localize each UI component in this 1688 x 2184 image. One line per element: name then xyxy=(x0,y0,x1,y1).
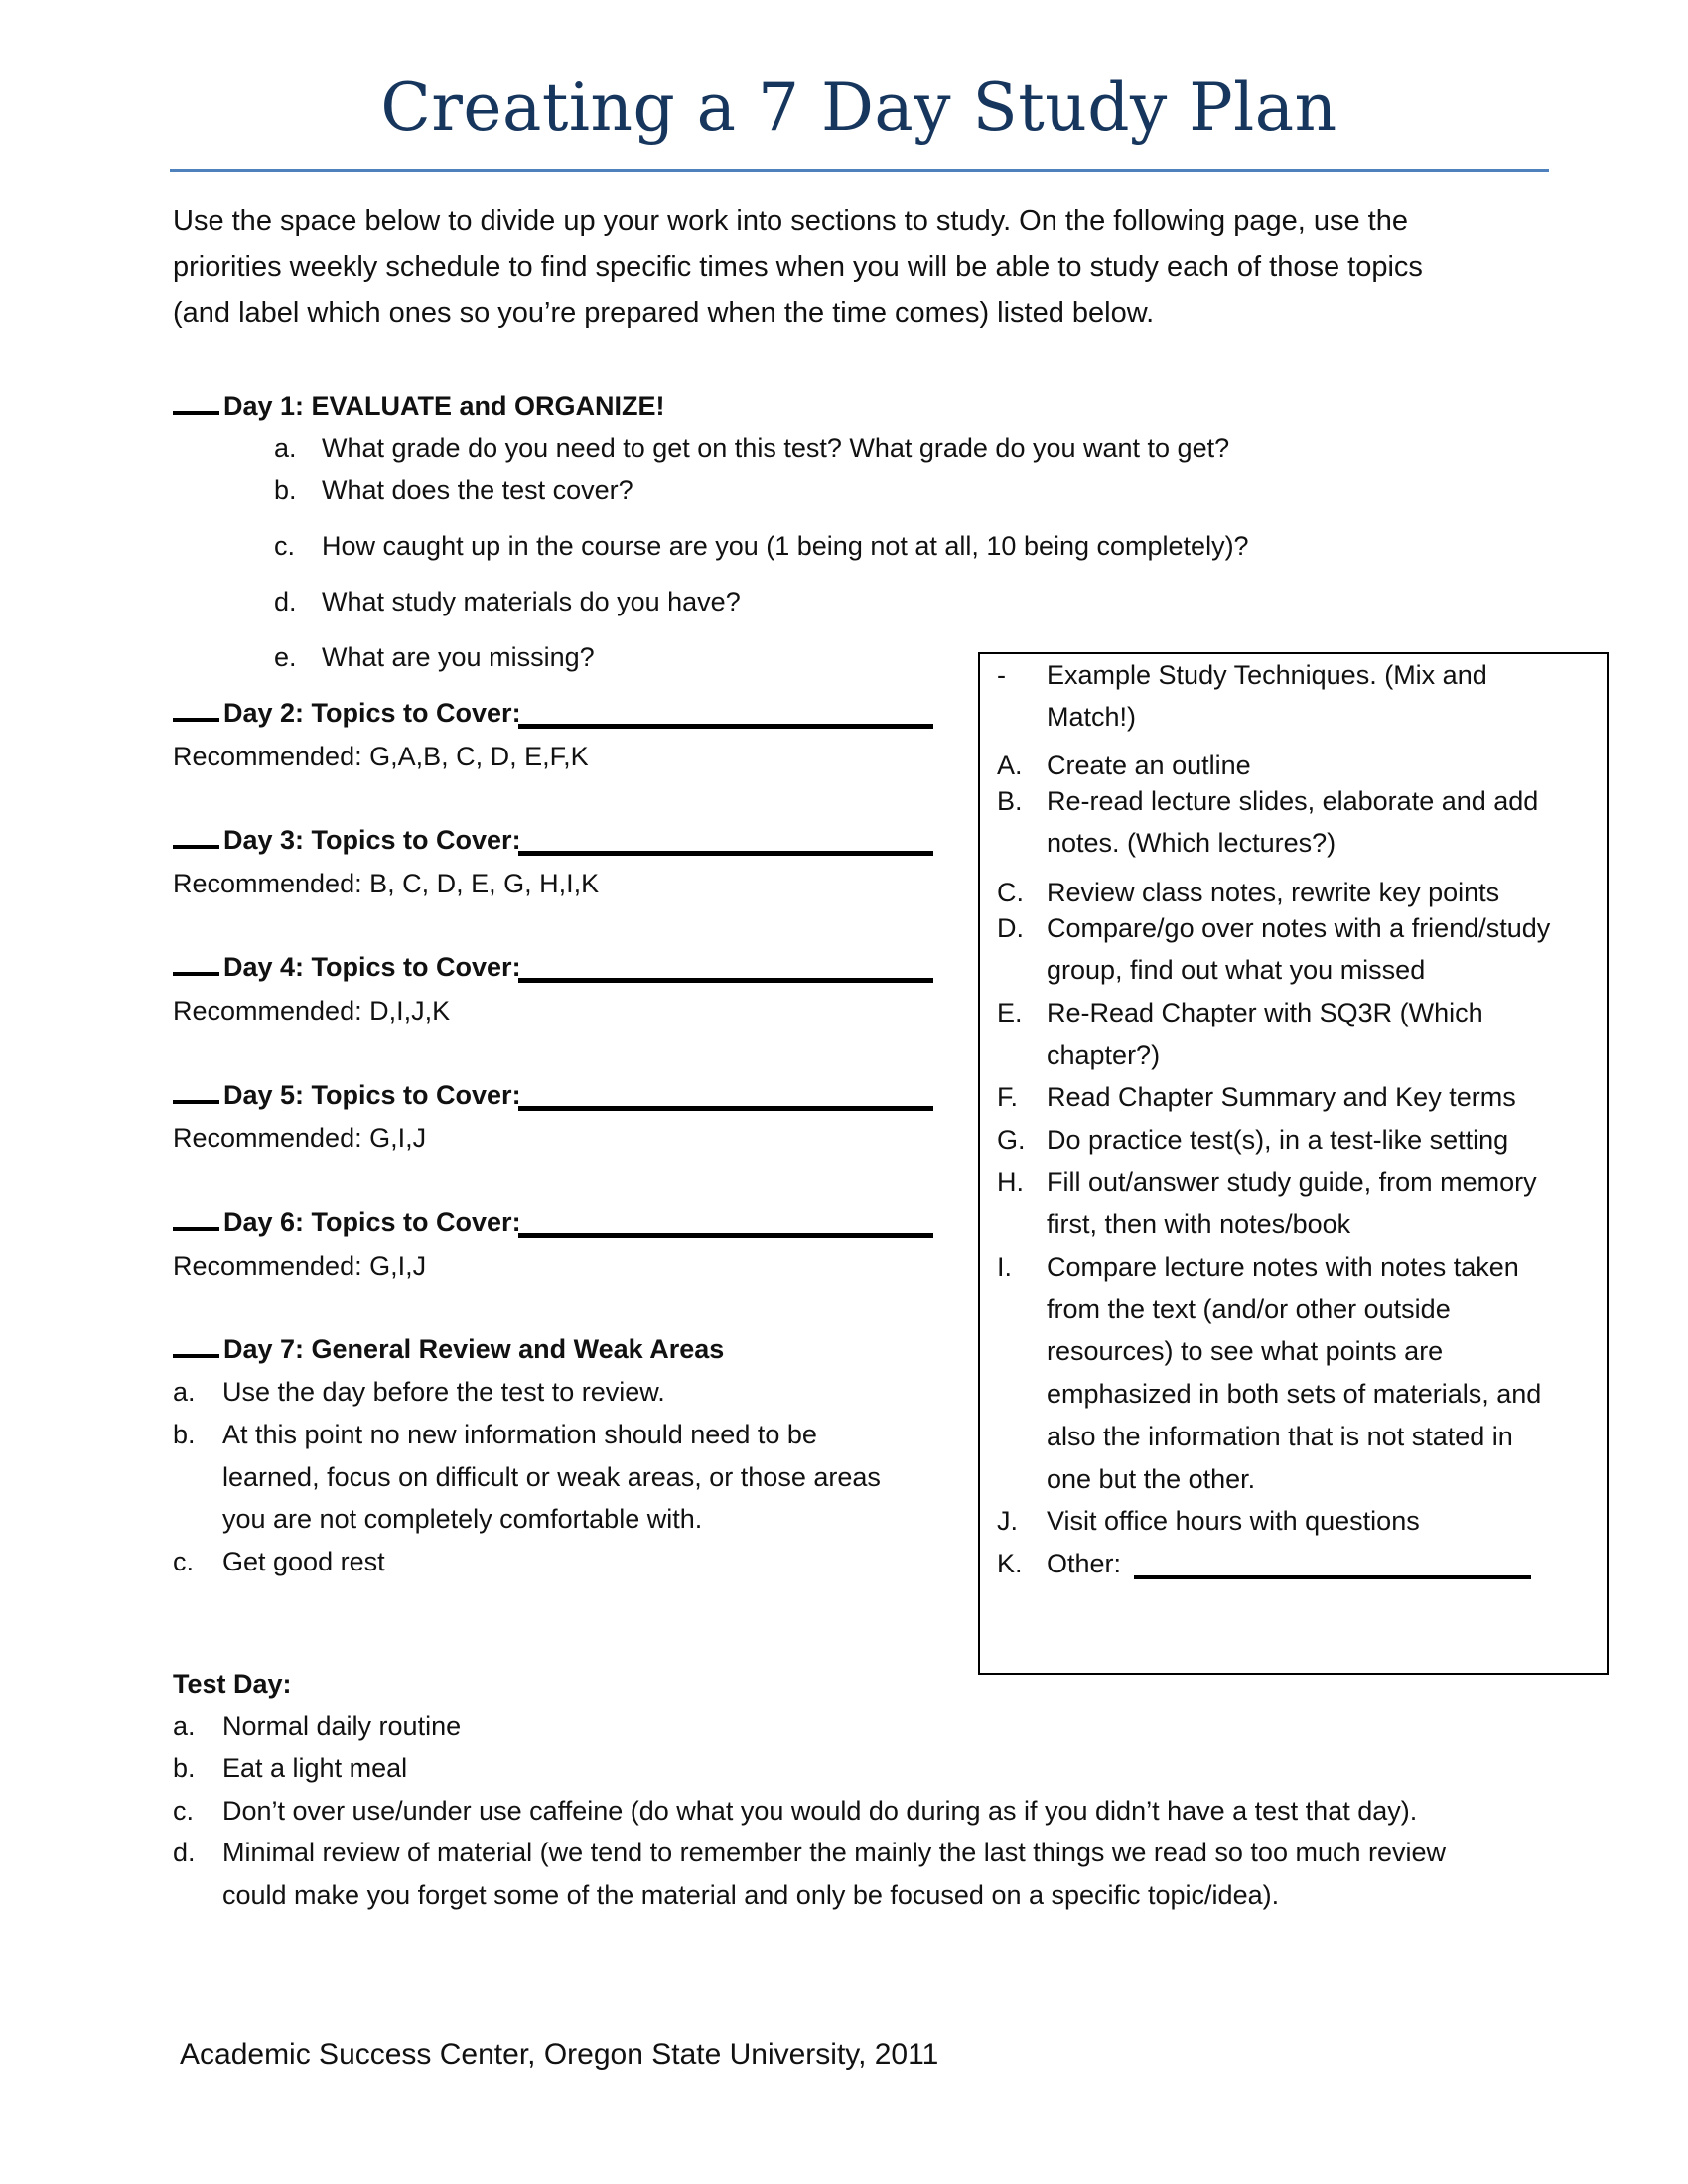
recommended-text: Recommended: B, C, D, E, G, H,I,K xyxy=(173,869,600,898)
list-label: F. xyxy=(997,1082,1019,1112)
list-item: Normal daily routine xyxy=(222,1711,462,1741)
technique-item: Read Chapter Summary and Key terms xyxy=(1047,1082,1516,1112)
list-item: What grade do you need to get on this test? What grade do you want to get? xyxy=(322,433,1230,463)
technique-item-cont: one but the other. xyxy=(1047,1464,1256,1494)
list-label: - xyxy=(997,660,1006,690)
title-divider xyxy=(170,169,1549,172)
list-item-cont: you are not completely comfortable with. xyxy=(222,1504,703,1534)
checkoff-blank[interactable] xyxy=(173,411,219,415)
list-item: Get good rest xyxy=(222,1547,385,1576)
day-heading-text: Day 3: Topics to Cover: xyxy=(223,825,521,855)
list-item: Use the day before the test to review. xyxy=(222,1377,665,1407)
day2-heading xyxy=(173,697,521,729)
techniques-heading: Match!) xyxy=(1047,702,1137,732)
day7-heading-text: Day 7: General Review and Weak Areas xyxy=(223,1334,725,1364)
list-label: D. xyxy=(997,913,1024,943)
list-label: d. xyxy=(173,1838,196,1867)
technique-item-cont: resources) to see what points are xyxy=(1047,1336,1444,1366)
checkoff-blank[interactable] xyxy=(173,972,219,976)
topics-fill-line[interactable] xyxy=(518,978,933,983)
list-label: e. xyxy=(274,642,297,672)
list-item: How caught up in the course are you (1 being not at all, 10 being completely)? xyxy=(322,531,1249,561)
list-label: b. xyxy=(173,1753,196,1783)
list-label: C. xyxy=(997,878,1024,907)
intro-line: (and label which ones so you’re prepared when the time comes) listed below. xyxy=(173,297,1155,329)
recommended-text: Recommended: G,A,B, C, D, E,F,K xyxy=(173,742,589,771)
list-label: J. xyxy=(997,1506,1019,1536)
checkoff-blank[interactable] xyxy=(173,1100,219,1104)
checkoff-blank[interactable] xyxy=(173,1227,219,1231)
page-title: Creating a 7 Day Study Plan xyxy=(380,69,1337,146)
topics-fill-line[interactable] xyxy=(518,1106,933,1111)
list-item: What study materials do you have? xyxy=(322,587,741,616)
technique-item-cont: emphasized in both sets of materials, and xyxy=(1047,1379,1542,1409)
topics-fill-line[interactable] xyxy=(518,851,933,856)
technique-item: Do practice test(s), in a test-like setting xyxy=(1047,1125,1509,1155)
footer-credit: Academic Success Center, Oregon State University, 2011 xyxy=(180,2038,939,2071)
test-day-heading: Test Day: xyxy=(173,1669,292,1699)
list-label: a. xyxy=(173,1711,196,1741)
list-label: B. xyxy=(997,786,1023,816)
day-heading-text: Day 6: Topics to Cover: xyxy=(223,1207,521,1237)
technique-item: Create an outline xyxy=(1047,751,1251,780)
technique-item: Compare lecture notes with notes taken xyxy=(1047,1252,1519,1282)
list-label: a. xyxy=(173,1377,196,1407)
list-label: K. xyxy=(997,1549,1023,1578)
technique-item-cont: first, then with notes/book xyxy=(1047,1209,1351,1239)
technique-item-cont: notes. (Which lectures?) xyxy=(1047,828,1336,858)
list-label: c. xyxy=(173,1796,195,1826)
list-label: c. xyxy=(173,1547,195,1576)
topics-fill-line[interactable] xyxy=(518,724,933,729)
technique-item-cont: from the text (and/or other outside xyxy=(1047,1295,1451,1324)
checkoff-blank[interactable] xyxy=(173,1354,219,1358)
list-label: I. xyxy=(997,1252,1013,1282)
technique-item-cont: also the information that is not stated in xyxy=(1047,1422,1513,1451)
list-label: b. xyxy=(274,476,297,505)
list-label: c. xyxy=(274,531,296,561)
list-item-cont: learned, focus on difficult or weak areas, or those areas xyxy=(222,1462,881,1492)
day3-heading xyxy=(173,824,521,856)
list-label: d. xyxy=(274,587,297,616)
day7-heading xyxy=(173,1333,724,1365)
technique-item: Visit office hours with questions xyxy=(1047,1506,1420,1536)
intro-line: priorities weekly schedule to find specific times when you will be able to study each of those topics xyxy=(173,251,1423,283)
recommended-text: Recommended: D,I,J,K xyxy=(173,996,451,1025)
intro-paragraph xyxy=(173,199,1553,336)
technique-item: Re-read lecture slides, elaborate and add xyxy=(1047,786,1539,816)
intro-line: Use the space below to divide up your work into sections to study. On the following page, use the xyxy=(173,205,1408,237)
list-label: b. xyxy=(173,1420,196,1449)
list-label: A. xyxy=(997,751,1023,780)
list-label: a. xyxy=(274,433,297,463)
technique-item: Fill out/answer study guide, from memory xyxy=(1047,1167,1537,1197)
list-item: Don’t over use/under use caffeine (do what you would do during as if you didn’t have a test that day). xyxy=(222,1796,1418,1826)
day-heading-text: Day 5: Topics to Cover: xyxy=(223,1080,521,1110)
technique-item: Re-Read Chapter with SQ3R (Which xyxy=(1047,998,1483,1027)
day1-heading xyxy=(173,390,665,422)
day6-heading xyxy=(173,1206,521,1238)
recommended-text: Recommended: G,I,J xyxy=(173,1123,427,1153)
list-item: What does the test cover? xyxy=(322,476,633,505)
list-label: H. xyxy=(997,1167,1024,1197)
list-label: G. xyxy=(997,1125,1026,1155)
day1-heading-text: Day 1: EVALUATE and ORGANIZE! xyxy=(223,391,665,421)
checkoff-blank[interactable] xyxy=(173,845,219,849)
technique-item: Compare/go over notes with a friend/study xyxy=(1047,913,1551,943)
list-item: At this point no new information should need to be xyxy=(222,1420,817,1449)
technique-item: Review class notes, rewrite key points xyxy=(1047,878,1500,907)
recommended-text: Recommended: G,I,J xyxy=(173,1251,427,1281)
day-heading-text: Day 2: Topics to Cover: xyxy=(223,698,521,728)
list-item: Minimal review of material (we tend to remember the mainly the last things we read so too much review xyxy=(222,1838,1447,1867)
technique-item: Other: xyxy=(1047,1549,1122,1578)
topics-fill-line[interactable] xyxy=(518,1233,933,1238)
day5-heading xyxy=(173,1079,521,1111)
technique-item-cont: chapter?) xyxy=(1047,1040,1161,1070)
list-label: E. xyxy=(997,998,1023,1027)
list-item: Eat a light meal xyxy=(222,1753,408,1783)
techniques-heading: Example Study Techniques. (Mix and xyxy=(1047,660,1487,690)
checkoff-blank[interactable] xyxy=(173,718,219,722)
list-item-cont: could make you forget some of the material and only be focused on a specific topic/idea). xyxy=(222,1880,1280,1910)
list-item: What are you missing? xyxy=(322,642,595,672)
technique-item-cont: group, find out what you missed xyxy=(1047,955,1426,985)
other-fill-line[interactable] xyxy=(1134,1575,1531,1579)
day-heading-text: Day 4: Topics to Cover: xyxy=(223,952,521,982)
day4-heading xyxy=(173,951,521,983)
